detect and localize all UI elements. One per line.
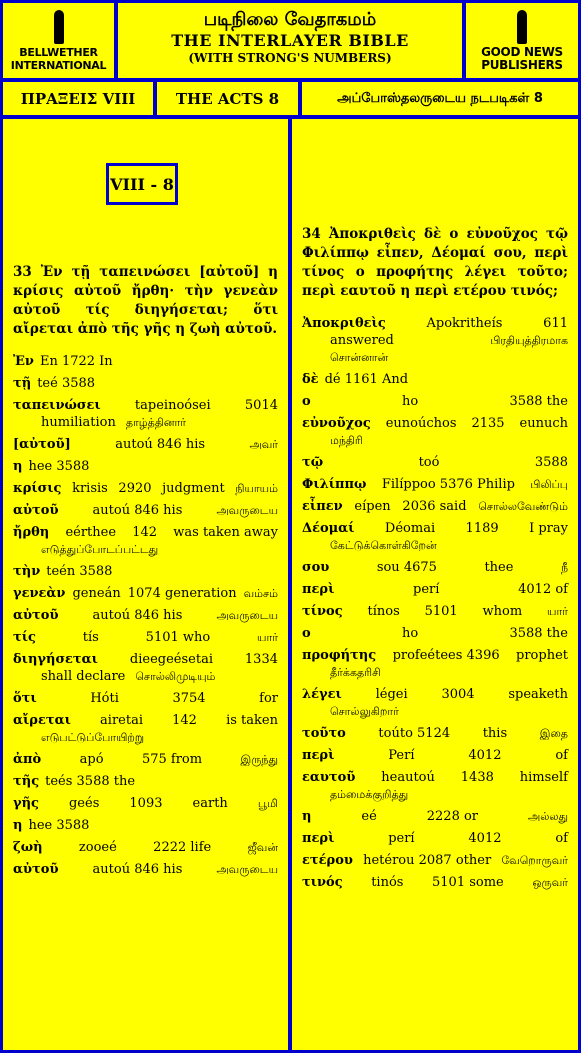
tamil-gloss: எடுத்துப்போடப்பட்டது — [41, 543, 159, 556]
tamil-gloss: ஒருவர் — [532, 876, 568, 889]
right-word-entry — [302, 315, 568, 366]
left-word-entry — [13, 563, 278, 580]
greek-word: τινός — [302, 875, 343, 890]
word-detail: autoú 846 his — [115, 437, 206, 452]
word-detail: 142 — [172, 713, 197, 728]
greek-word: ὅτι — [13, 691, 37, 706]
english-gloss: shall declare — [41, 669, 126, 684]
word-detail: this — [482, 726, 508, 741]
word-detail: eípen — [354, 499, 391, 514]
left-word-entry — [13, 458, 278, 475]
nav-english-book[interactable]: THE ACTS 8 — [157, 82, 298, 115]
left-logo-line-2: INTERNATIONAL — [10, 58, 107, 72]
greek-word: Ἀποκριθεὶς — [302, 316, 386, 331]
good-news-figure-icon — [517, 10, 527, 44]
word-detail: 5014 — [244, 398, 278, 413]
greek-word: ταπεινώσει — [13, 398, 101, 413]
left-word-entry — [13, 773, 278, 790]
right-word-entry — [302, 581, 568, 598]
word-detail: perí — [413, 582, 440, 597]
word-detail: teés 3588 the — [45, 774, 136, 789]
word-detail: of — [555, 748, 568, 763]
word-detail: apó — [79, 752, 104, 767]
greek-word: δὲ — [302, 372, 319, 387]
word-detail: autoú 846 his — [92, 503, 183, 518]
tamil-gloss: நியாயம் — [235, 482, 278, 495]
greek-word: αὐτοῦ — [13, 862, 59, 877]
greek-word: γῆς — [13, 796, 39, 811]
word-detail: earth — [192, 796, 228, 811]
word-detail: 3754 — [172, 691, 206, 706]
right-word-entry — [302, 415, 568, 449]
greek-word: εαυτοῦ — [302, 770, 356, 785]
word-detail: Hóti — [90, 691, 119, 706]
word-detail: légei — [375, 687, 408, 702]
word-detail: sou 4675 — [376, 560, 437, 575]
word-detail: autoú 846 his — [92, 608, 183, 623]
greek-word: [αὐτοῦ] — [13, 437, 71, 452]
greek-word: ἤρθη — [13, 525, 50, 540]
word-detail: Filíppoo 5376 Philip — [381, 477, 515, 492]
word-detail: 4012 — [468, 748, 502, 763]
word-detail: eérthee — [65, 525, 117, 540]
word-detail: ho — [401, 626, 419, 641]
word-detail: thee — [484, 560, 514, 575]
tamil-gloss: மந்திரி — [330, 434, 363, 447]
word-detail: eé — [361, 809, 377, 824]
greek-word: λέγει — [302, 687, 342, 702]
left-word-entry — [13, 585, 278, 602]
greek-word: η — [302, 809, 312, 824]
word-detail: speaketh — [508, 687, 568, 702]
nav-greek-book[interactable]: ΠΡΑΞΕΙΣ VIII — [3, 82, 153, 115]
greek-word: τοῦτο — [302, 726, 346, 741]
word-detail: 3588 — [534, 455, 568, 470]
right-word-entry — [302, 498, 568, 515]
word-detail: airetai — [100, 713, 143, 728]
right-word-entry — [302, 476, 568, 493]
word-detail: En 1722 In — [39, 354, 113, 369]
tamil-gloss: அவருடைய — [216, 609, 278, 622]
greek-word: εὐνοῦχος — [302, 416, 371, 431]
word-detail: 4012 — [468, 831, 502, 846]
greek-word: σου — [302, 560, 330, 575]
greek-word: περὶ — [302, 582, 335, 597]
right-word-entry — [302, 371, 568, 388]
greek-word: Δέομαί — [302, 521, 355, 536]
word-detail: 1189 — [465, 521, 499, 536]
tamil-gloss: தீர்க்கதரிசி — [330, 666, 381, 679]
word-detail: 3588 the — [509, 394, 568, 409]
left-word-entry — [13, 690, 278, 707]
word-detail: geneán — [72, 586, 121, 601]
word-detail: eunoúchos — [385, 416, 457, 431]
word-detail: 2228 or — [426, 809, 479, 824]
tamil-gloss: அல்லது — [527, 810, 568, 823]
verse-34: 34 Ἀποκριθεὶς δὲ ο εὐνοῦχος τῷ Φιλίππῳ εἶπεν, Δέομαί σου, περὶ τίνος ο προφήτης λέγει τοῦτο; περὶ εαυτοῦ η περὶ ετέρου τινός; — [302, 226, 568, 299]
tamil-gloss: கேட்டுக்கொள்கிறேன் — [330, 539, 437, 552]
tamil-gloss: எடுபட்டுப்போயிற்று — [41, 731, 145, 744]
right-word-entry — [302, 559, 568, 576]
word-detail: tapeinoósei — [134, 398, 211, 413]
word-detail: Perí — [388, 748, 415, 763]
greek-word: ἀπὸ — [13, 752, 42, 767]
greek-word: τίς — [13, 630, 36, 645]
tamil-gloss: வேறொருவர் — [501, 854, 568, 867]
bellwether-figure-icon — [54, 10, 64, 44]
right-word-entry — [302, 725, 568, 742]
right-word-entry — [302, 625, 568, 642]
word-detail: geés — [68, 796, 100, 811]
word-detail: krisis — [72, 481, 108, 496]
greek-word: η — [13, 459, 23, 474]
word-detail: 2135 — [471, 416, 505, 431]
word-detail: 611 — [543, 316, 568, 331]
word-detail: 142 — [132, 525, 158, 540]
right-word-entry — [302, 830, 568, 847]
greek-word: τῆς — [13, 774, 40, 789]
verse-33: 33 Ἐν τῇ ταπεινώσει [αὐτοῦ] η κρίσις αὐτοῦ ἤρθη· τὴν γενεὰν αὐτοῦ τίς διηγήσεται; ὅτι αἴρεται ἀπὸ τῆς γῆς η ζωὴ αὐτοῦ. — [13, 264, 278, 337]
greek-word: ο — [302, 626, 311, 641]
tamil-gloss: சொல்லுகிறார் — [330, 705, 399, 718]
greek-word: ζωὴ — [13, 840, 43, 855]
greek-word: τὴν — [13, 564, 41, 579]
tamil-gloss: சொல்லிமுடியும் — [135, 670, 216, 683]
word-detail: tís — [82, 630, 99, 645]
tamil-gloss: பிரதியுத்திரமாக — [490, 334, 568, 347]
word-detail: tínos — [367, 604, 400, 619]
title-subtitle: (WITH STRONG'S NUMBERS) — [188, 51, 392, 65]
word-detail: zooeé — [78, 840, 117, 855]
right-word-entry — [302, 874, 568, 891]
tamil-gloss: தாழ்த்தினார் — [125, 416, 186, 429]
tamil-gloss: இதை — [539, 727, 568, 740]
word-detail: himself — [519, 770, 568, 785]
tamil-gloss: அவருடைய — [216, 504, 278, 517]
left-column — [3, 119, 288, 1050]
english-gloss: humiliation — [41, 415, 116, 430]
right-word-entry — [302, 852, 568, 869]
right-logo-line-1: GOOD NEWS — [481, 44, 563, 59]
tamil-gloss: பிலிப்பு — [530, 478, 568, 491]
greek-word: περὶ — [302, 831, 335, 846]
word-detail: 4012 of — [518, 582, 568, 597]
greek-word: εἶπεν — [302, 499, 343, 514]
word-detail: judgment — [162, 481, 225, 496]
word-detail: 1438 — [460, 770, 494, 785]
right-logo-line-2: PUBLISHERS — [481, 57, 563, 72]
left-word-entry — [13, 480, 278, 497]
right-word-entry — [302, 686, 568, 720]
title-english: THE INTERLAYER BIBLE — [171, 31, 409, 50]
left-word-entry — [13, 629, 278, 646]
word-detail: 5101 — [424, 604, 458, 619]
word-detail: prophet — [516, 648, 568, 663]
tamil-gloss: சொல்லவேண்டும் — [478, 500, 568, 513]
greek-word: κρίσις — [13, 481, 62, 496]
left-word-entry — [13, 839, 278, 856]
right-word-entry — [302, 647, 568, 681]
greek-word: γενεὰν — [13, 586, 66, 601]
word-detail: teé 3588 — [37, 376, 96, 391]
word-detail: 575 from — [141, 752, 203, 767]
word-detail: hee 3588 — [28, 818, 90, 833]
word-detail: dé 1161 And — [324, 372, 409, 387]
word-detail: hee 3588 — [28, 459, 90, 474]
tamil-gloss: வம்சம் — [243, 587, 278, 600]
word-detail: Apokritheís — [426, 316, 503, 331]
word-detail: is taken — [226, 713, 278, 728]
greek-word: περὶ — [302, 748, 335, 763]
chapter-label: VIII - 8 — [106, 163, 178, 205]
word-detail: 2036 said — [402, 499, 467, 514]
right-word-entry — [302, 747, 568, 764]
word-detail: of — [555, 831, 568, 846]
right-logo — [466, 3, 578, 78]
greek-word: αὐτοῦ — [13, 503, 59, 518]
right-word-entry — [302, 393, 568, 410]
left-word-entry — [13, 502, 278, 519]
word-detail: teén 3588 — [46, 564, 113, 579]
right-word-entry — [302, 808, 568, 825]
header-title-box — [118, 3, 462, 78]
greek-word: ετέρου — [302, 853, 353, 868]
greek-word: αἴρεται — [13, 713, 71, 728]
right-column — [292, 119, 578, 1050]
tamil-gloss: தம்மைக்குறித்து — [330, 788, 409, 801]
left-word-entry — [13, 795, 278, 812]
word-detail: ho — [401, 394, 419, 409]
word-detail: for — [259, 691, 278, 706]
right-word-entry — [302, 603, 568, 620]
right-word-list — [302, 315, 568, 891]
left-word-entry — [13, 817, 278, 834]
left-word-list — [13, 353, 278, 878]
greek-word: τῇ — [13, 376, 32, 391]
greek-word: αὐτοῦ — [13, 608, 59, 623]
word-detail: toó — [418, 455, 440, 470]
tamil-gloss: இருந்து — [240, 753, 278, 766]
title-tamil: படிநிலை வேதாகமம் — [203, 9, 377, 30]
greek-word: Ἐν — [13, 354, 34, 369]
left-word-entry — [13, 712, 278, 746]
left-word-entry — [13, 861, 278, 878]
left-word-entry — [13, 436, 278, 453]
left-word-entry — [13, 397, 278, 431]
word-detail: dieegeésetai — [129, 652, 213, 667]
english-gloss: answered — [330, 333, 394, 348]
greek-word: Φιλίππῳ — [302, 477, 367, 492]
word-detail: 3588 the — [509, 626, 568, 641]
right-word-entry — [302, 454, 568, 471]
greek-word: διηγήσεται — [13, 652, 98, 667]
word-detail: I pray — [529, 521, 568, 536]
tamil-gloss: யார் — [547, 605, 568, 618]
greek-word: η — [13, 818, 23, 833]
word-detail: autoú 846 his — [92, 862, 183, 877]
greek-word: τίνος — [302, 604, 343, 619]
word-detail: 2222 life — [153, 840, 212, 855]
tamil-gloss: அவர் — [249, 438, 278, 451]
word-detail: was taken away — [173, 525, 278, 540]
greek-word: ο — [302, 394, 311, 409]
word-detail: 5101 who — [145, 630, 211, 645]
tamil-gloss: யார் — [257, 631, 278, 644]
tamil-gloss: சொன்னான் — [330, 351, 389, 364]
word-detail: Déomai — [384, 521, 436, 536]
left-logo-line-1: BELLWETHER — [19, 45, 98, 59]
left-word-entry — [13, 375, 278, 392]
tamil-gloss: ஜீவன் — [247, 841, 278, 854]
tamil-gloss: அவருடைய — [216, 863, 278, 876]
word-detail: 1074 generation — [127, 586, 237, 601]
word-detail: 3004 — [441, 687, 475, 702]
word-detail: perí — [388, 831, 415, 846]
word-detail: profeétees 4396 — [392, 648, 500, 663]
word-detail: 5101 some — [432, 875, 504, 890]
word-detail: whom — [482, 604, 523, 619]
word-detail: 2920 — [118, 481, 152, 496]
word-detail: 1334 — [244, 652, 278, 667]
tamil-gloss: நீ — [560, 561, 568, 574]
word-detail: toúto 5124 — [378, 726, 451, 741]
right-word-entry — [302, 520, 568, 554]
word-detail: hetérou 2087 other — [363, 853, 492, 868]
right-word-entry — [302, 769, 568, 803]
left-logo — [3, 3, 114, 78]
left-word-entry — [13, 353, 278, 370]
word-detail: tinós — [371, 875, 404, 890]
tamil-gloss: பூமி — [257, 797, 278, 810]
word-detail: 1093 — [129, 796, 163, 811]
word-detail: eunuch — [519, 416, 568, 431]
word-detail: heautoú — [381, 770, 435, 785]
greek-word: προφήτης — [302, 648, 377, 663]
left-word-entry — [13, 751, 278, 768]
greek-word: τῷ — [302, 455, 324, 470]
left-word-entry — [13, 607, 278, 624]
left-word-entry — [13, 651, 278, 685]
nav-tamil-book[interactable]: அப்போஸ்தலருடைய நடபடிகள் 8 — [302, 82, 578, 115]
left-word-entry — [13, 524, 278, 558]
